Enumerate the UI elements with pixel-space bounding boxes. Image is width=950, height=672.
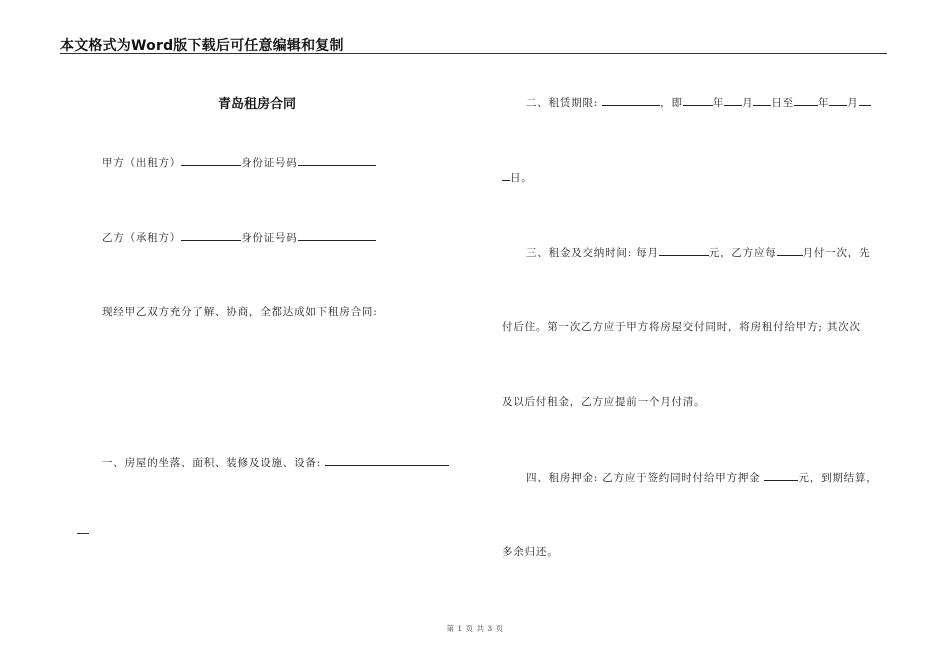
start-day-blank[interactable] (753, 94, 771, 106)
header-banner: 本文格式为Word版下载后可任意编辑和复制 (60, 38, 344, 54)
end-year-blank[interactable] (794, 94, 818, 106)
clause2-label: 二、租赁期限: (526, 97, 599, 109)
start-year-blank[interactable] (683, 94, 713, 106)
party-a-id-label: 身份证号码 (241, 157, 298, 169)
party-a-line (102, 154, 376, 170)
party-a-name-blank[interactable] (181, 154, 241, 166)
intro-line: 现经甲乙双方充分了解、协商，全都达成如下租房合同: (102, 306, 378, 318)
clause1-blank[interactable] (325, 454, 449, 466)
clause2-ie: ，即 (660, 97, 683, 109)
party-b-id-blank[interactable] (298, 229, 376, 241)
clause2-line2 (502, 169, 533, 185)
party-b-label: 乙方（承租方） (102, 232, 182, 244)
clause1-label: 一、房屋的坐落、面积、装修及设施、设备: (102, 457, 322, 469)
lease-term-blank[interactable] (602, 94, 660, 106)
clause2-year-2: 年 (817, 97, 830, 109)
clause4-line2: 多余归还。 (502, 546, 559, 558)
clause4-label: 四、租房押金: 乙方应于签约同时付给甲方押金 (526, 472, 761, 484)
end-day-blank-a[interactable] (859, 94, 871, 106)
party-a-id-blank[interactable] (298, 154, 376, 166)
clause2-year-1: 年 (712, 97, 725, 109)
document-title: 青岛租房合同 (218, 97, 297, 112)
start-month-blank[interactable] (724, 94, 742, 106)
clause2-day-to: 日至 (771, 97, 794, 109)
clause4-line1 (526, 469, 878, 485)
clause3-label: 三、租金及交纳时间: 每月 (526, 247, 659, 259)
end-day-blank-b[interactable] (502, 169, 510, 181)
monthly-rent-blank[interactable] (659, 244, 709, 256)
deposit-blank[interactable] (764, 469, 798, 481)
clause1-continuation-blank[interactable] (77, 533, 89, 534)
party-a-label: 甲方（出租方） (102, 157, 182, 169)
header-rule (60, 53, 887, 54)
clause3-line3: 及以后付租金，乙方应提前一个月付清。 (502, 396, 706, 408)
clause4-settle: 元，到期结算， (798, 472, 878, 484)
party-b-id-label: 身份证号码 (241, 232, 298, 244)
clause3-line1 (526, 244, 870, 260)
party-b-line (102, 229, 376, 245)
pay-interval-blank[interactable] (777, 244, 803, 256)
clause2-month-2: 月 (847, 97, 859, 109)
clause2-month-1: 月 (742, 97, 754, 109)
clause3-pay-once: 月付一次，先 (802, 247, 871, 259)
clause3-line2: 付后住。第一次乙方应于甲方将房屋交付同时，将房租付给甲方; 其次次 (502, 321, 861, 333)
page-footer: 第 1 页 共 3 页 (446, 624, 504, 633)
clause2-line1 (526, 94, 871, 110)
clause3-yuan: 元，乙方应每 (708, 247, 777, 259)
party-b-name-blank[interactable] (181, 229, 241, 241)
end-month-blank[interactable] (829, 94, 847, 106)
clause1-line (102, 454, 449, 470)
clause2-day-end: 日。 (510, 172, 533, 184)
